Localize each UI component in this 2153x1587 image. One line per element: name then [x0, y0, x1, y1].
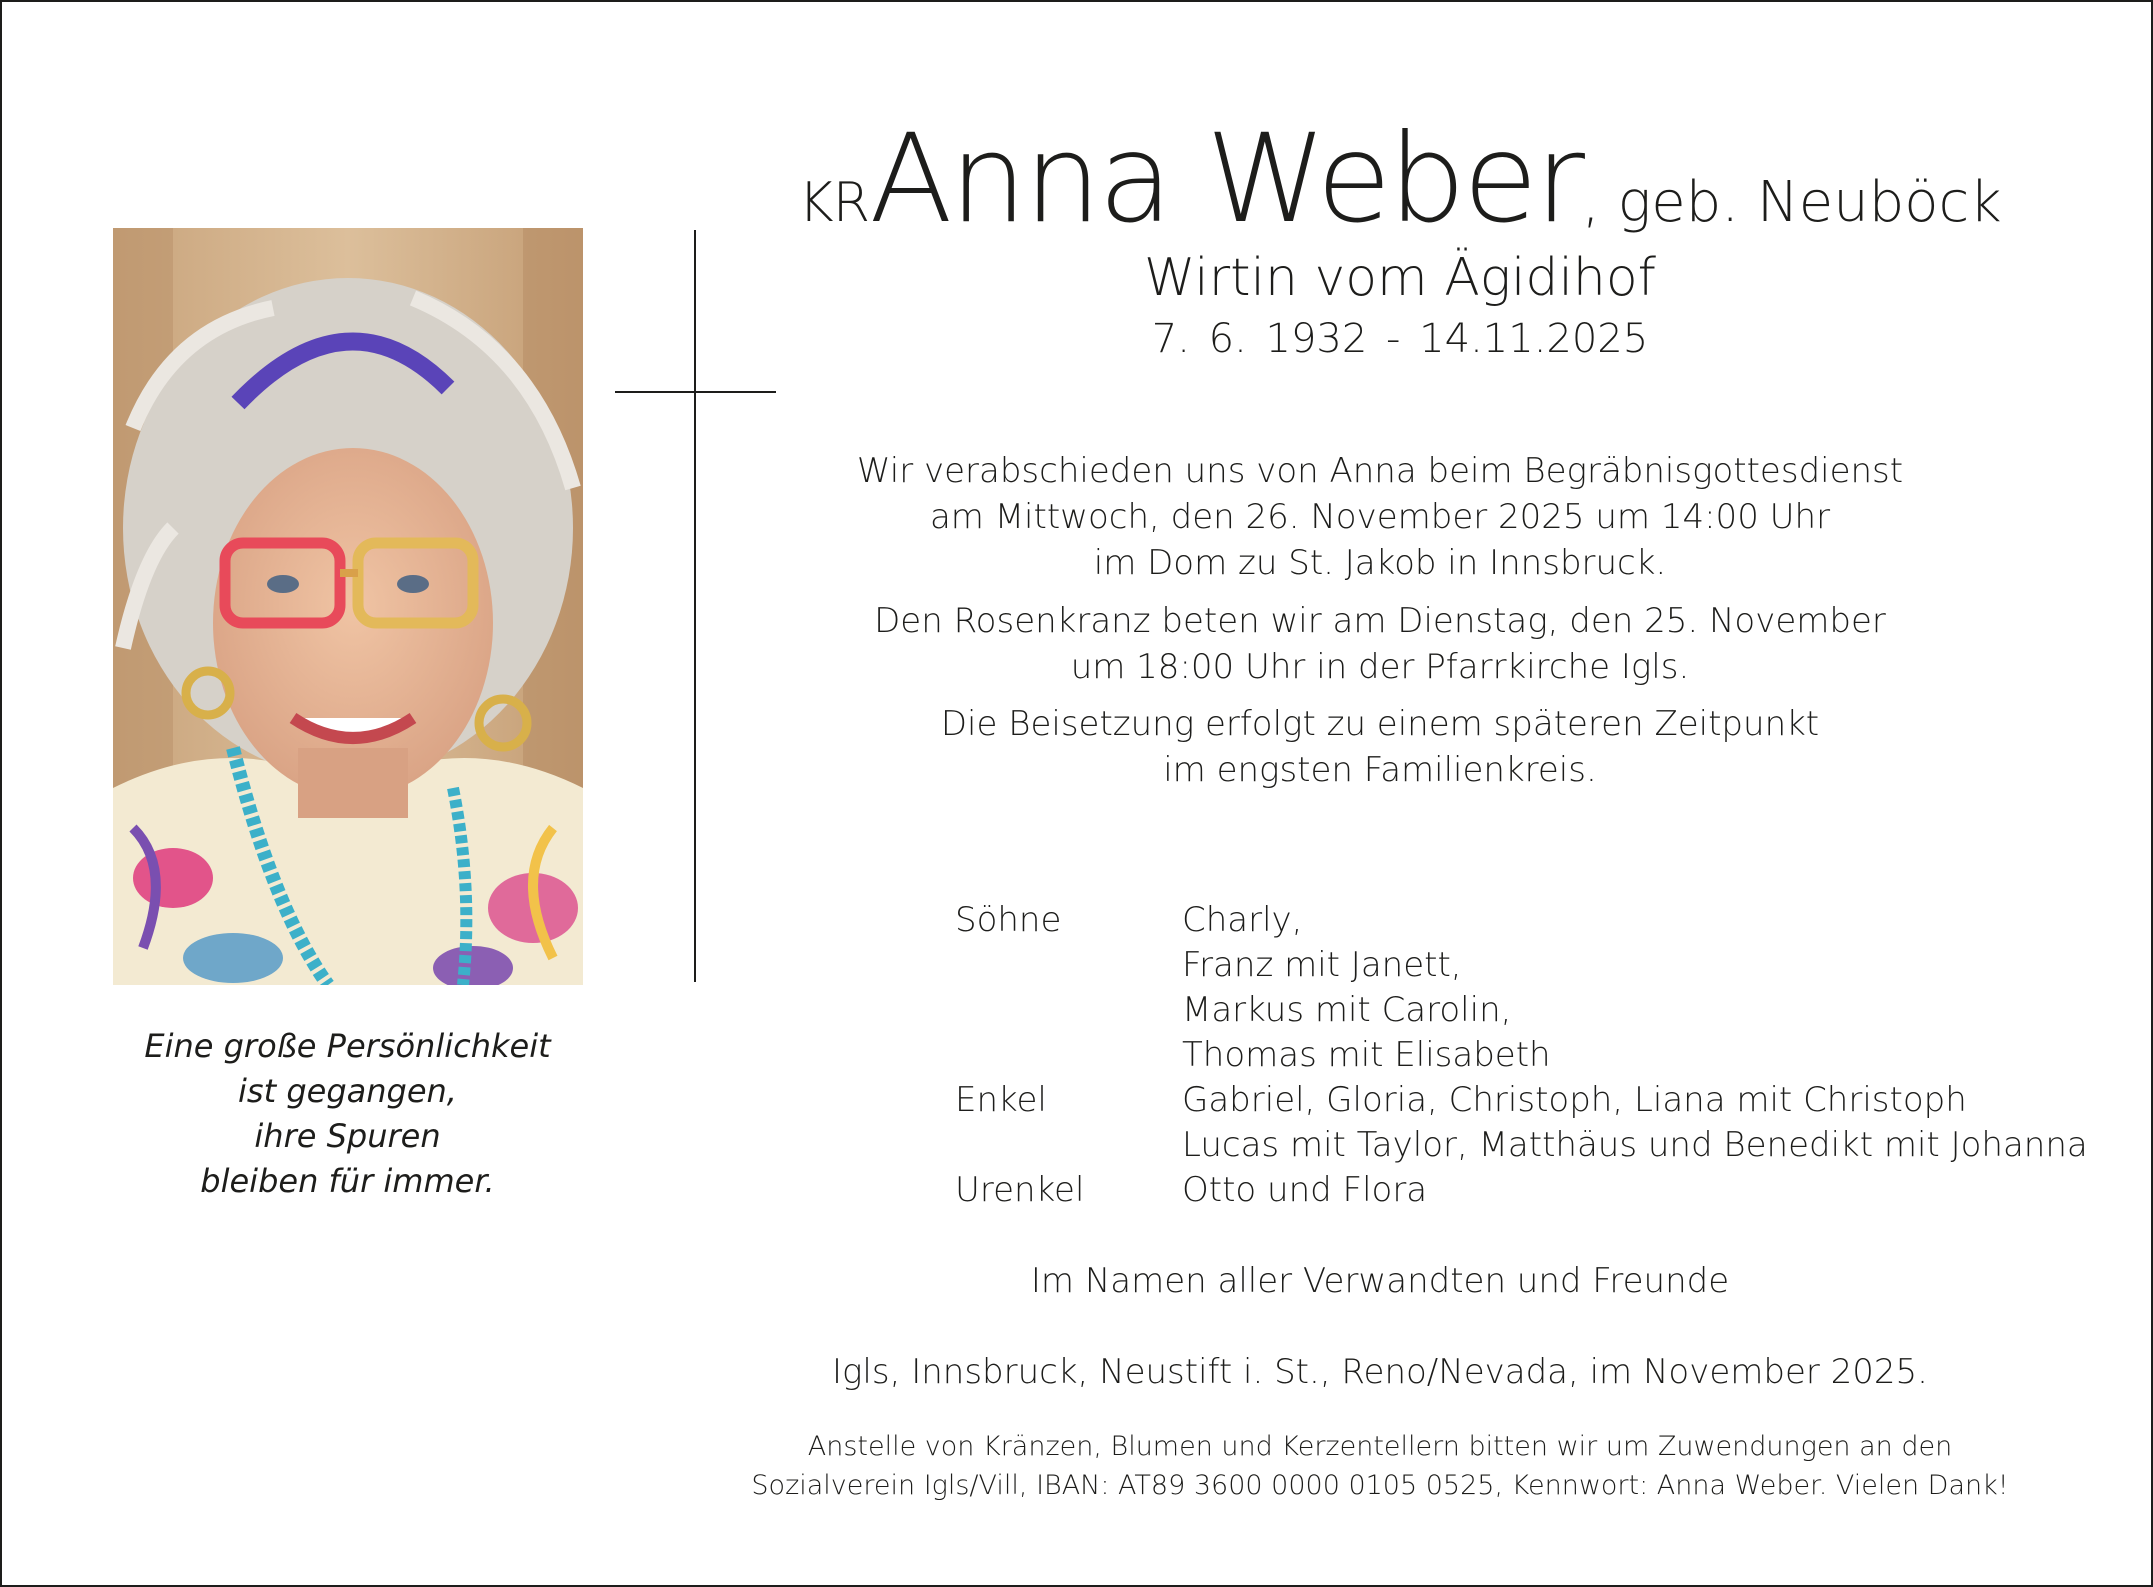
text-line: am Mittwoch, den 26. November 2025 um 14:00 Uhr	[929, 497, 1831, 537]
closing-line: Im Namen aller Verwandten und Freunde	[1030, 1261, 1730, 1301]
text-line: Die Beisetzung erfolgt zu einem späteren Zeitpunkt	[940, 704, 1820, 744]
family-row	[955, 1123, 2088, 1168]
text-line: Den Rosenkranz beten wir am Dienstag, den 25. November	[874, 601, 1886, 641]
note-line: Anstelle von Kränzen, Blumen und Kerzentellern bitten wir um Zuwendungen an den	[807, 1431, 1953, 1462]
family-row	[955, 1168, 2088, 1213]
burial-paragraph	[790, 701, 1970, 793]
family-label: Söhne	[955, 900, 1062, 940]
family-names: Thomas mit Elisabeth	[1182, 1035, 1551, 1075]
family-label: Enkel	[955, 1080, 1047, 1120]
family-label	[955, 1033, 1182, 1078]
family-names: Franz mit Janett,	[1182, 945, 1462, 985]
family-names: Gabriel, Gloria, Christoph, Liana mit Christoph	[1182, 1080, 1967, 1120]
memorial-quote	[90, 1024, 605, 1204]
rosary-paragraph	[790, 598, 1970, 690]
family-names: Otto und Flora	[1182, 1170, 1428, 1210]
funeral-service-paragraph	[790, 448, 1970, 586]
family-row	[955, 1078, 2088, 1123]
family-names: Lucas mit Taylor, Matthäus und Benedikt mit Johanna	[1182, 1125, 2088, 1165]
family-label	[955, 943, 1182, 988]
family-label	[955, 1123, 1182, 1168]
family-row	[955, 943, 2088, 988]
quote-line: Eine große Persönlichkeit	[144, 1027, 551, 1065]
family-row	[955, 988, 2088, 1033]
quote-line: bleiben für immer.	[200, 1162, 495, 1200]
family-label: Urenkel	[955, 1170, 1085, 1210]
family-row	[955, 1033, 2088, 1078]
title-prefix: KR	[798, 171, 870, 234]
family-names: Charly,	[1182, 900, 1303, 940]
text-line: im Dom zu St. Jakob in Innsbruck.	[1093, 543, 1667, 583]
life-dates: 7. 6. 1932 - 14.11.2025	[1151, 316, 1649, 362]
cross-icon-bar	[615, 391, 776, 393]
text-line: um 18:00 Uhr in der Pfarrkirche Igls.	[1070, 647, 1690, 687]
name-heading	[700, 108, 2100, 250]
birth-name: , geb. Neuböck	[1582, 170, 2002, 235]
portrait-photo	[113, 228, 583, 985]
family-row	[955, 898, 2088, 943]
note-line: Sozialverein Igls/Vill, IBAN: AT89 3600 0000 0105 0525, Kennwort: Anna Weber. Vielen Dank!	[751, 1470, 2009, 1501]
text-line: im engsten Familienkreis.	[1163, 750, 1597, 790]
deceased-name: Anna Weber	[869, 108, 1583, 250]
family-list	[955, 898, 2088, 1213]
place-date-line: Igls, Innsbruck, Neustift i. St., Reno/Nevada, im November 2025.	[831, 1352, 1928, 1392]
family-label	[955, 988, 1182, 1033]
donation-note	[700, 1427, 2060, 1505]
subtitle: Wirtin vom Ägidihof	[1144, 248, 1656, 308]
quote-line: ist gegangen,	[238, 1072, 457, 1110]
cross-icon	[694, 230, 696, 982]
family-names: Markus mit Carolin,	[1182, 990, 1512, 1030]
text-line: Wir verabschieden uns von Anna beim Begräbnisgottesdienst	[856, 451, 1904, 491]
quote-line: ihre Spuren	[254, 1117, 441, 1155]
